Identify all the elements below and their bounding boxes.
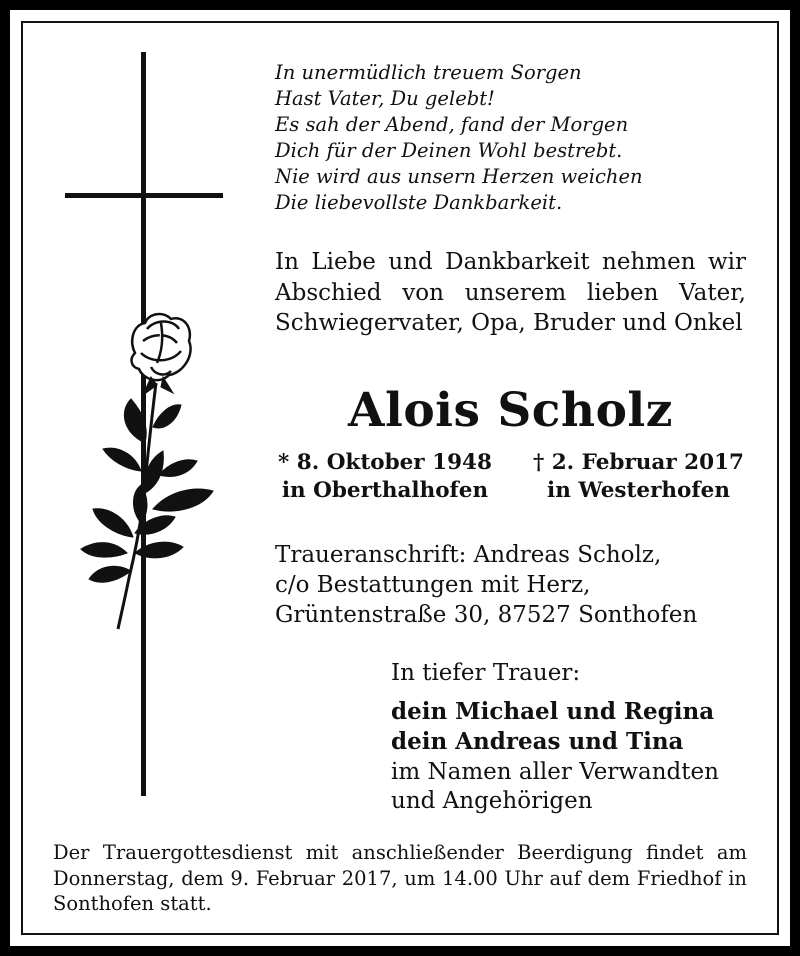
- poem-line: Die liebevollste Dankbarkeit.: [275, 191, 563, 214]
- address-line: Traueranschrift: Andreas Scholz,: [275, 542, 662, 568]
- rose-icon: [81, 314, 213, 629]
- mourners-closing: und Angehörigen: [391, 788, 593, 814]
- birth-date: * 8. Oktober 1948: [278, 450, 492, 475]
- mourners-heading: In tiefer Trauer:: [391, 660, 581, 686]
- death-info: [531, 449, 746, 505]
- mourning-address: [275, 540, 697, 630]
- intro-text: In Liebe und Dankbarkeit nehmen wir Abschied von unserem lieben Vater, Schwiegervater, Opa, Bruder und Onkel: [275, 249, 746, 336]
- mourners-closing: im Namen aller Verwandten: [391, 758, 719, 785]
- poem-line: Hast Vater, Du gelebt!: [275, 87, 495, 110]
- death-place: in Westerhofen: [547, 478, 730, 503]
- poem-line: Es sah der Abend, fand der Morgen: [275, 113, 629, 136]
- death-date: † 2. Februar 2017: [532, 450, 744, 475]
- mourner-name: dein Michael und Regina: [391, 697, 715, 725]
- mourner-name: dein Andreas und Tina: [391, 728, 684, 755]
- outer-frame: [10, 10, 790, 946]
- poem: [275, 60, 643, 216]
- address-line: Grüntenstraße 30, 87527 Sonthofen: [275, 602, 698, 628]
- birth-place: in Oberthalhofen: [281, 478, 489, 503]
- poem-line: Dich für der Deinen Wohl bestrebt.: [275, 139, 623, 162]
- poem-line: In unermüdlich treuem Sorgen: [275, 61, 582, 84]
- address-line: c/o Bestattungen mit Herz,: [275, 572, 591, 598]
- deceased-name: Alois Scholz: [348, 383, 673, 438]
- poem-line: Nie wird aus unsern Herzen weichen: [275, 165, 643, 188]
- mourners-block: [391, 659, 719, 817]
- service-notice: Der Trauergottesdienst mit anschließender Beerdigung findet am Donnerstag, dem 9. Februar 2017, um 14.00 Uhr auf dem Friedhof in Sonthofen statt.: [53, 841, 747, 915]
- birth-info: [275, 449, 495, 505]
- obituary-notice: [21, 21, 779, 935]
